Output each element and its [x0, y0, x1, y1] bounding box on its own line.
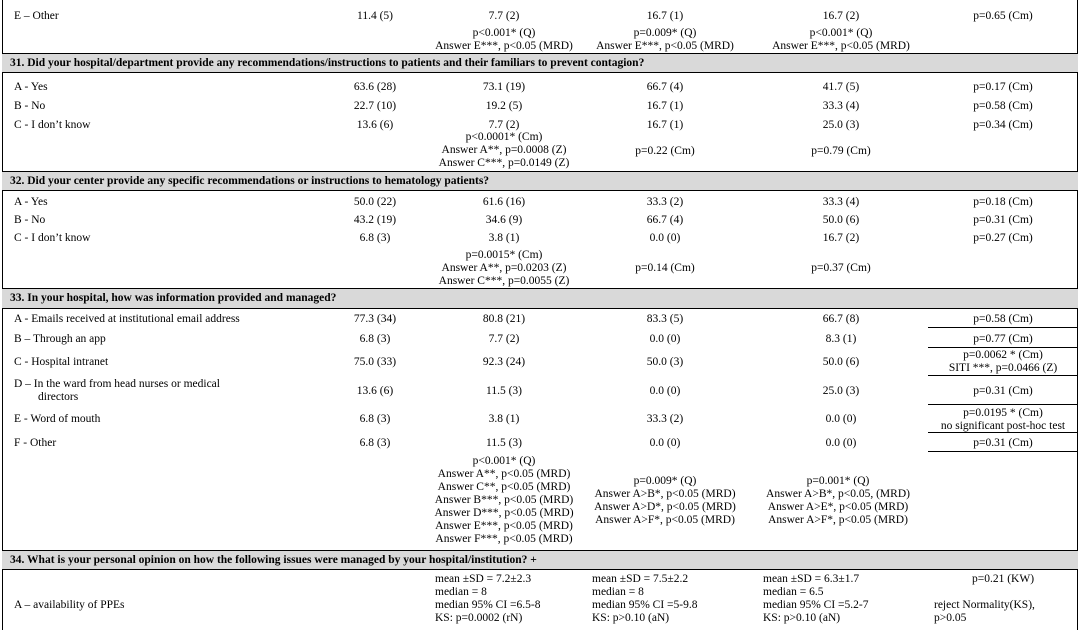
- cell-value: 25.0 (3): [822, 119, 860, 131]
- stat-text: Answer A**, p=0.0008 (Z): [441, 144, 567, 156]
- stat-text: Answer E***, p<0.05 (MRD): [435, 40, 573, 52]
- stat-text: Answer A>B*, p<0.05 (MRD): [594, 488, 736, 500]
- cell-value: 3.8 (1): [488, 413, 520, 425]
- cell-border: [928, 375, 1078, 376]
- stat-text: mean ±SD = 6.3±1.7: [763, 573, 860, 585]
- stat-text: Answer A>E*, p<0.05 (MRD): [767, 501, 909, 513]
- stat-text: KS: p>0.10 (aN): [592, 612, 670, 624]
- cell-value: 43.2 (19): [353, 214, 397, 226]
- cell-border: [928, 432, 1078, 433]
- cell-value: p=0.0062 * (Cm): [963, 349, 1043, 361]
- cell-value: p=0.31 (Cm): [973, 214, 1033, 226]
- cell-value: 92.3 (24): [482, 356, 526, 368]
- cell-value: 66.7 (8): [822, 313, 860, 325]
- stat-text: mean ±SD = 7.2±2.3: [435, 573, 532, 585]
- stat-text: p<0.001* (Q): [472, 27, 536, 39]
- stat-text: median 95% CI =5.2-7: [763, 599, 869, 611]
- cell-value: 0.0 (0): [649, 437, 681, 449]
- cell-border: [928, 327, 1078, 328]
- cell-value: 0.0 (0): [649, 232, 681, 244]
- stat-text: Answer B***, p<0.05 (MRD): [434, 494, 574, 506]
- section-header-q34: 34. What is your personal opinion on how the following issues were managed by your hospital/institution? +: [2, 550, 1078, 570]
- cell-value: p=0.18 (Cm): [973, 196, 1033, 208]
- cell-value: p=0.58 (Cm): [973, 313, 1033, 325]
- stat-text: p=0.14 (Cm): [635, 262, 695, 274]
- row-label: C - I don’t know: [14, 119, 91, 131]
- section-header-q33: 33. In your hospital, how was information provided and managed?: [2, 288, 1078, 309]
- row-label: E – Other: [14, 10, 59, 22]
- cell-value: 0.0 (0): [825, 413, 857, 425]
- stat-text: Answer F***, p<0.05 (MRD): [435, 533, 573, 545]
- cell-value: p=0.31 (Cm): [973, 385, 1033, 397]
- cell-value: 77.3 (34): [353, 313, 397, 325]
- cell-value: 66.7 (4): [646, 214, 684, 226]
- cell-value: 22.7 (10): [353, 100, 397, 112]
- cell-value: 11.5 (3): [486, 437, 522, 449]
- stat-text: p=0.001* (Q): [806, 475, 870, 487]
- cell-value: 16.7 (2): [822, 232, 860, 244]
- cell-value: 11.5 (3): [486, 385, 522, 397]
- row-label: E - Word of mouth: [14, 413, 101, 425]
- cell-value: 66.7 (4): [646, 81, 684, 93]
- stat-text: KS: p=0.0002 (rN): [435, 612, 523, 624]
- cell-value: 8.3 (1): [825, 333, 857, 345]
- cell-value: 0.0 (0): [649, 333, 681, 345]
- cell-value: 6.8 (3): [359, 437, 391, 449]
- stat-text: Answer C***, p=0.0149 (Z): [438, 157, 570, 169]
- stat-text: KS: p>0.10 (aN): [763, 612, 841, 624]
- cell-value: p=0.65 (Cm): [973, 10, 1033, 22]
- cell-value: 19.2 (5): [485, 100, 523, 112]
- stat-text: Answer A>F*, p<0.05 (MRD): [595, 514, 735, 526]
- cell-value: 13.6 (6): [356, 385, 394, 397]
- cell-value: 34.6 (9): [485, 214, 523, 226]
- cell-value: 13.6 (6): [356, 119, 394, 131]
- row-label: B – Through an app: [14, 333, 106, 345]
- cell-value: 33.3 (4): [822, 196, 860, 208]
- cell-value: p=0.77 (Cm): [973, 333, 1033, 345]
- cell-value: 61.6 (16): [482, 196, 526, 208]
- cell-value: 33.3 (4): [822, 100, 860, 112]
- cell-value: 33.3 (2): [646, 196, 684, 208]
- cell-value: 25.0 (3): [822, 385, 860, 397]
- cell-value: 11.4 (5): [357, 10, 393, 22]
- cell-value: 6.8 (3): [359, 333, 391, 345]
- stat-text: p>0.05: [934, 612, 967, 624]
- cell-border: [928, 451, 1078, 452]
- section-header-q32: 32. Did your center provide any specific recommendations or instructions to hematology patients?: [2, 171, 1078, 191]
- cell-value: SITI ***, p=0.0466 (Z): [948, 362, 1058, 374]
- cell-border: [928, 404, 1078, 405]
- stat-text: Answer A**, p=0.0203 (Z): [441, 262, 567, 274]
- cell-value: 50.0 (6): [822, 356, 860, 368]
- stat-text: mean ±SD = 7.5±2.2: [592, 573, 689, 585]
- stat-text: p=0.37 (Cm): [811, 262, 871, 274]
- stat-text: median = 8: [435, 586, 487, 598]
- cell-value: 75.0 (33): [353, 356, 397, 368]
- row-label: B - No: [14, 100, 46, 112]
- cell-value: 73.1 (19): [482, 81, 526, 93]
- cell-value: 16.7 (1): [646, 100, 684, 112]
- stat-text: p=0.22 (Cm): [635, 145, 695, 157]
- stat-text: p=0.79 (Cm): [811, 145, 871, 157]
- stat-text: Answer A>F*, p<0.05 (MRD): [768, 514, 908, 526]
- cell-value: 3.8 (1): [488, 232, 520, 244]
- row-label: C - I don’t know: [14, 232, 91, 244]
- stat-text: p=0.0015* (Cm): [465, 249, 543, 261]
- cell-value: 7.7 (2): [488, 333, 520, 345]
- cell-value: p=0.58 (Cm): [973, 100, 1033, 112]
- stat-text: median 95% CI =6.5-8: [435, 599, 541, 611]
- cell-border: [928, 347, 1078, 348]
- stat-text: Answer A>D*, p<0.05 (MRD): [594, 501, 736, 513]
- cell-value: 63.6 (28): [353, 81, 397, 93]
- cell-value: p=0.31 (Cm): [973, 437, 1033, 449]
- cell-value: 0.0 (0): [649, 385, 681, 397]
- stat-text: Answer E***, p<0.05 (MRD): [435, 520, 573, 532]
- stat-text: Answer C***, p=0.0055 (Z): [438, 275, 570, 287]
- cell-value: 50.0 (6): [822, 214, 860, 226]
- cell-value: 16.7 (1): [646, 119, 684, 131]
- stat-text: Answer E***, p<0.05 (MRD): [596, 40, 734, 52]
- row-label: A - Emails received at institutional email address: [14, 313, 240, 325]
- cell-value: 33.3 (2): [646, 413, 684, 425]
- stat-text: Answer A>B*, p<0.05, (MRD): [766, 488, 910, 500]
- cell-value: 6.8 (3): [359, 413, 391, 425]
- stat-text: p=0.009* (Q): [633, 475, 697, 487]
- cell-value: 50.0 (22): [353, 196, 397, 208]
- stat-text: p<0.0001* (Cm): [465, 131, 543, 143]
- section-header-q31: 31. Did your hospital/department provide any recommendations/instructions to patients and their familiars to prevent contagion?: [2, 53, 1078, 73]
- cell-value: no significant post-hoc test: [940, 420, 1066, 432]
- cell-value: 0.0 (0): [825, 437, 857, 449]
- cell-value: p=0.0195 * (Cm): [963, 407, 1043, 419]
- stat-text: median = 8: [592, 586, 644, 598]
- stat-text: p=0.009* (Q): [633, 27, 697, 39]
- row-label: D – In the ward from head nurses or medical: [14, 378, 220, 390]
- cell-value: p=0.17 (Cm): [973, 81, 1033, 93]
- cell-value: 80.8 (21): [482, 313, 526, 325]
- cell-value: 16.7 (2): [822, 10, 860, 22]
- cell-value: p=0.34 (Cm): [973, 119, 1033, 131]
- row-label: A - Yes: [14, 81, 48, 93]
- cell-value: 7.7 (2): [488, 10, 520, 22]
- stat-text: p<0.001* (Q): [809, 27, 873, 39]
- cell-value: 83.3 (5): [646, 313, 684, 325]
- row-label: B - No: [14, 214, 46, 226]
- stat-text: median 95% CI =5-9.8: [592, 599, 698, 611]
- stat-text: Answer D***, p<0.05 (MRD): [434, 507, 574, 519]
- row-label: A – availability of PPEs: [14, 599, 125, 611]
- stat-text: reject Normality(KS),: [934, 599, 1035, 611]
- cell-value: 7.7 (2): [488, 119, 520, 131]
- stat-text: Answer E***, p<0.05 (MRD): [772, 40, 910, 52]
- cell-value: 41.7 (5): [822, 81, 860, 93]
- stat-text: p=0.21 (KW): [971, 573, 1035, 585]
- cell-value: 16.7 (1): [646, 10, 684, 22]
- stat-text: Answer C**, p<0.05 (MRD): [437, 481, 571, 493]
- row-label-cont: directors: [38, 391, 79, 403]
- stat-text: p<0.001* (Q): [472, 455, 536, 467]
- stat-text: Answer A**, p<0.05 (MRD): [437, 468, 571, 480]
- row-label: C - Hospital intranet: [14, 356, 109, 368]
- stat-text: median = 6.5: [763, 586, 824, 598]
- cell-value: 6.8 (3): [359, 232, 391, 244]
- cell-value: p=0.27 (Cm): [973, 232, 1033, 244]
- cell-value: 50.0 (3): [646, 356, 684, 368]
- row-label: A - Yes: [14, 196, 48, 208]
- row-label: F - Other: [14, 437, 57, 449]
